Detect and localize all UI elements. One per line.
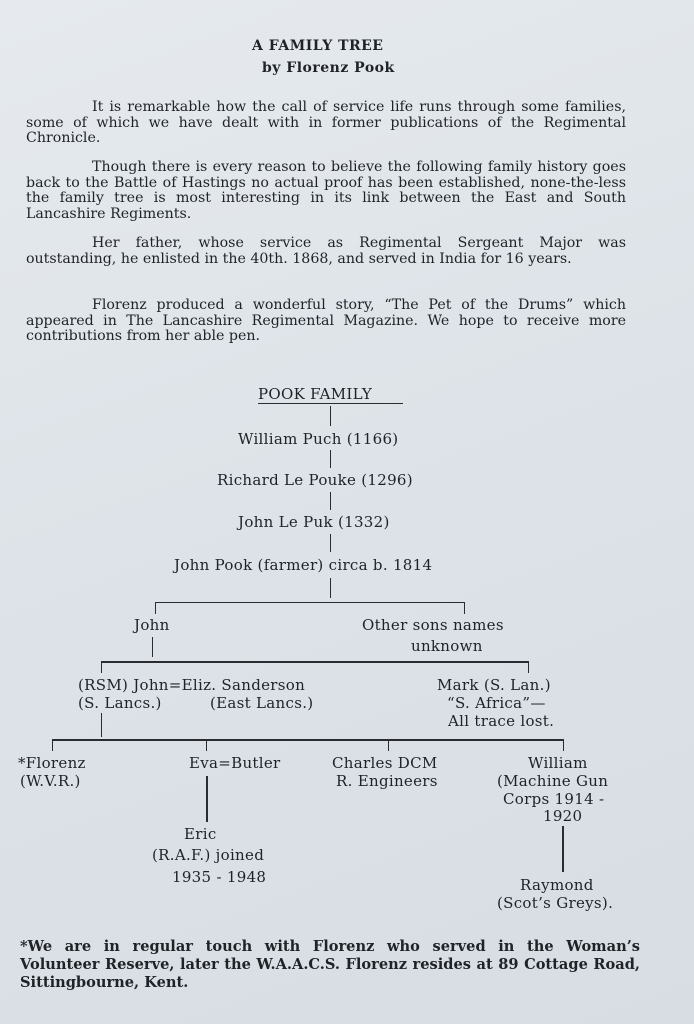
- tree-node-florenz-service: (W.V.R.): [20, 772, 81, 790]
- tree-node-mark-note: “S. Africa”—: [447, 694, 546, 712]
- tree-connector: [330, 492, 331, 510]
- tree-node-raymond-regiment: (Scot’s Greys).: [497, 894, 614, 912]
- article-byline: by Florenz Pook: [262, 60, 395, 76]
- tree-heading: POOK FAMILY: [258, 385, 373, 403]
- tree-node-william-puch: William Puch (1166): [238, 430, 399, 448]
- tree-node-mark-lost: All trace lost.: [448, 712, 555, 730]
- tree-sibling-bar: [52, 739, 564, 741]
- tree-connector: [528, 661, 529, 673]
- tree-connector: [101, 661, 102, 673]
- tree-node-rsm-john: (RSM) John=Eliz. Sanderson: [78, 676, 306, 694]
- tree-node-william-end-year: 1920: [543, 807, 583, 825]
- tree-connector: [464, 602, 465, 614]
- tree-connector: [155, 602, 156, 614]
- paragraph-2: Though there is every reason to believe the following family history goes back to the Battle of Hastings no actual proof has been established, none-the-less the family tree is most interesting in its link between the East and South Lancashire Regiments.: [26, 159, 626, 222]
- tree-node-eric-service: (R.A.F.) joined: [152, 846, 265, 864]
- tree-connector: [52, 739, 53, 751]
- tree-connector: [152, 637, 153, 657]
- tree-node-richard-le-pouke: Richard Le Pouke (1296): [217, 471, 413, 489]
- tree-sibling-bar: [155, 602, 465, 603]
- tree-connector: [206, 739, 207, 751]
- tree-node-eva-butler: Eva=Butler: [189, 754, 281, 772]
- tree-connector: [330, 406, 331, 426]
- tree-node-william-corps: (Machine Gun: [497, 772, 609, 790]
- paragraph-1: It is remarkable how the call of service life runs through some families, some of which we have dealt with in former publications of the Regimental Chronicle.: [26, 99, 626, 147]
- tree-node-eliz-regiment: (East Lancs.): [210, 694, 314, 712]
- tree-connector: [101, 713, 102, 737]
- tree-sibling-bar: [101, 661, 529, 663]
- tree-node-charles-regiment: R. Engineers: [336, 772, 438, 790]
- tree-connector: [206, 776, 208, 822]
- paragraph-3: Her father, whose service as Regimental Sergeant Major was outstanding, he enlisted in the 40th. 1868, and served in India for 16 years.: [26, 235, 626, 267]
- tree-node-william: William: [528, 754, 588, 772]
- tree-node-other-sons: Other sons names: [362, 616, 504, 634]
- tree-node-eric-years: 1935 - 1948: [172, 868, 267, 886]
- tree-connector: [562, 826, 564, 872]
- tree-node-rsm-john-regiment: (S. Lancs.): [78, 694, 162, 712]
- paragraph-4: Florenz produced a wonderful story, “The Pet of the Drums” which appeared in The Lancashire Regimental Magazine. We hope to receive more contributions from her able pen.: [26, 297, 626, 345]
- tree-node-eric: Eric: [184, 825, 217, 843]
- tree-node-william-corps-years: Corps 1914 -: [503, 790, 605, 808]
- article-title: A FAMILY TREE: [252, 38, 384, 54]
- tree-connector: [330, 450, 331, 468]
- tree-connector: [330, 578, 331, 598]
- tree-node-raymond: Raymond: [520, 876, 594, 894]
- tree-node-john-pook-farmer: John Pook (farmer) circa b. 1814: [174, 556, 433, 574]
- tree-node-mark: Mark (S. Lan.): [437, 676, 551, 694]
- tree-connector: [563, 739, 564, 751]
- tree-node-other-sons-unknown: unknown: [411, 637, 483, 655]
- tree-node-florenz: *Florenz: [18, 754, 86, 772]
- tree-connector: [330, 534, 331, 552]
- tree-connector: [388, 739, 389, 751]
- tree-heading-underline: [258, 403, 403, 404]
- footnote: *We are in regular touch with Florenz who served in the Woman’s Volunteer Reserve, later the W.A.A.C.S. Florenz resides at 89 Cottage Road, Sittingbourne, Kent.: [20, 938, 640, 991]
- tree-node-charles: Charles DCM: [332, 754, 438, 772]
- tree-node-john-le-puk: John Le Puk (1332): [238, 513, 390, 531]
- tree-node-john: John: [134, 616, 170, 634]
